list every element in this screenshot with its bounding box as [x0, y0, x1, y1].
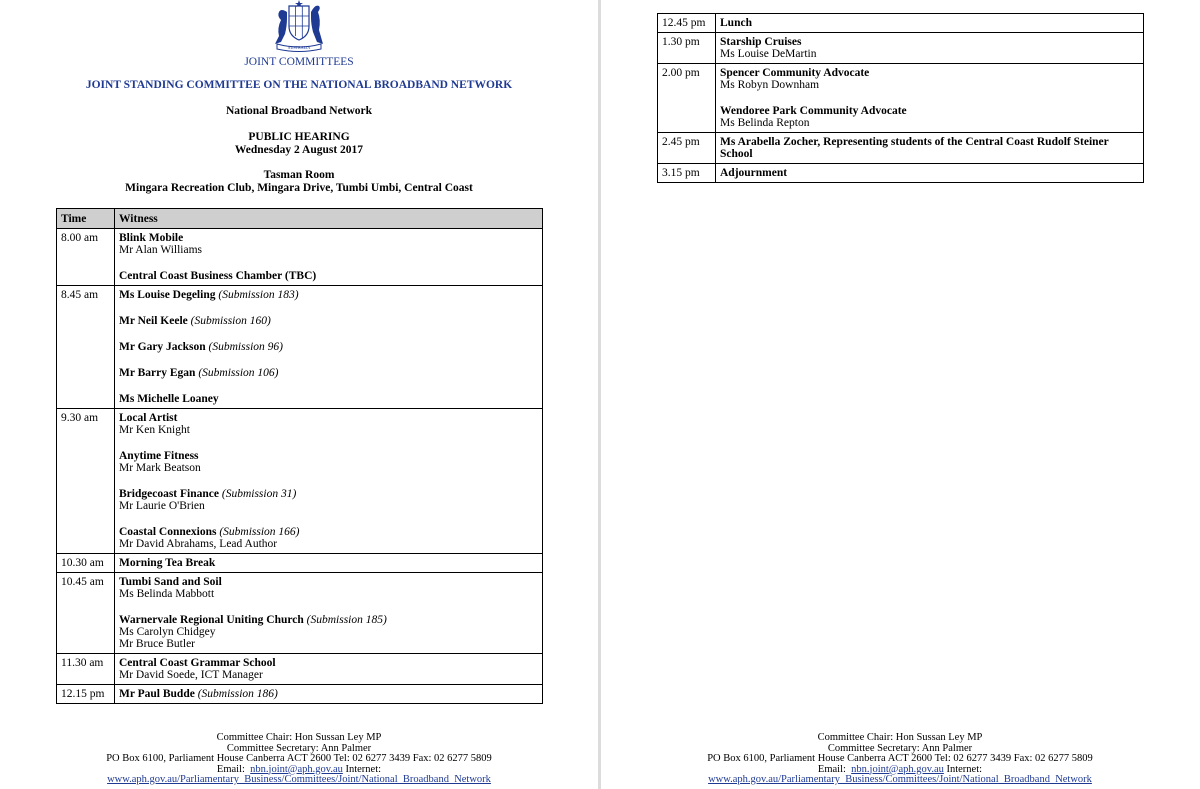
witness-entry — [119, 315, 538, 327]
submission-reference: (Submission 166) — [219, 526, 300, 538]
witness-name: Wendoree Park Community Advocate — [720, 105, 907, 117]
witness-entry — [119, 270, 538, 282]
submission-reference: (Submission 160) — [190, 315, 271, 327]
witness-heading-line — [119, 315, 538, 327]
footer-email-label: Email: — [817, 763, 846, 775]
witness-entry — [119, 289, 538, 301]
witness-heading-line — [119, 688, 538, 700]
footer-email-link[interactable]: nbn.joint@aph.gov.au — [851, 763, 944, 775]
document-page-2 — [601, 0, 1200, 789]
column-header-witness: Witness — [115, 209, 543, 229]
witness-entry — [720, 67, 1139, 91]
witness-name: Starship Cruises — [720, 36, 802, 48]
witness-entry — [119, 657, 538, 681]
witness-name: Tumbi Sand and Soil — [119, 576, 222, 588]
witness-heading-line — [720, 105, 1139, 117]
witness-name: Anytime Fitness — [119, 450, 199, 462]
witness-name: Ms Louise Degeling — [119, 289, 216, 301]
submission-reference: (Submission 106) — [198, 367, 279, 379]
table-row — [57, 685, 543, 704]
witness-heading-line — [119, 488, 538, 500]
footer-secretary: Committee Secretary: Ann Palmer — [226, 742, 372, 754]
witness-heading-line — [720, 17, 1139, 29]
table-row — [57, 409, 543, 554]
schedule-body-right — [658, 14, 1144, 183]
witness-name: Central Coast Business Chamber (TBC) — [119, 270, 317, 282]
footer-chair: Committee Chair: Hon Sussan Ley MP — [817, 732, 983, 743]
hearing-date: Wednesday 2 August 2017 — [234, 144, 364, 156]
witness-heading-line — [119, 341, 538, 353]
witness-name: Mr Neil Keele — [119, 315, 188, 327]
committee-name: JOINT STANDING COMMITTEE ON THE NATIONAL BROADBAND NETWORK — [85, 79, 513, 91]
inquiry-title: National Broadband Network — [225, 105, 373, 117]
submission-reference: (Submission 185) — [306, 614, 387, 626]
witness-entry — [720, 36, 1139, 60]
witness-name: Ms Arabella Zocher, Representing students of the Central Coast Rudolf Steiner School — [720, 136, 1109, 160]
footer-email-link[interactable]: nbn.joint@aph.gov.au — [250, 763, 343, 775]
witness-heading-line — [720, 167, 1139, 179]
table-header-row — [57, 209, 543, 229]
witness-person: Ms Belinda Repton — [720, 117, 810, 129]
witness-entry — [720, 167, 1139, 179]
witness-name: Adjournment — [720, 167, 788, 179]
table-row — [57, 554, 543, 573]
slot-time: 2.00 pm — [658, 64, 716, 133]
witness-heading-line — [119, 367, 538, 379]
footer-left — [0, 733, 598, 786]
coat-of-arms-icon — [267, 0, 331, 52]
slot-time: 12.45 pm — [658, 14, 716, 33]
witness-heading-line — [119, 270, 538, 282]
witness-person: Mr David Abrahams, Lead Author — [119, 538, 278, 550]
schedule-table-right — [657, 13, 1144, 183]
witness-heading-line — [119, 526, 538, 538]
slot-witnesses — [716, 33, 1144, 64]
witness-entry — [119, 526, 538, 550]
witness-name: Central Coast Grammar School — [119, 657, 276, 669]
table-row — [658, 14, 1144, 33]
footer-url-link[interactable]: www.aph.gov.au/Parliamentary_Business/Committees/Joint/National_Broadband_Network — [708, 774, 1092, 785]
slot-witnesses — [115, 229, 543, 286]
witness-heading-line — [119, 657, 538, 669]
witness-entry — [119, 412, 538, 436]
slot-time: 11.30 am — [57, 654, 115, 685]
table-row — [658, 164, 1144, 183]
witness-entry — [720, 136, 1139, 160]
witness-person: Ms Belinda Mabbott — [119, 588, 215, 600]
submission-reference: (Submission 186) — [197, 688, 278, 700]
witness-name: Local Artist — [119, 412, 178, 424]
table-row — [57, 286, 543, 409]
witness-entry — [119, 341, 538, 353]
slot-witnesses — [716, 64, 1144, 133]
witness-heading-line — [119, 614, 538, 626]
slot-time: 1.30 pm — [658, 33, 716, 64]
footer-address: PO Box 6100, Parliament House Canberra ACT 2600 Tel: 02 6277 3439 Fax: 02 6277 5809 — [106, 753, 492, 764]
table-row — [57, 229, 543, 286]
witness-heading-line — [119, 450, 538, 462]
witness-heading-line — [119, 232, 538, 244]
witness-person: Ms Louise DeMartin — [720, 48, 817, 60]
hearing-room: Tasman Room — [263, 169, 335, 181]
witness-name: Mr Paul Budde — [119, 688, 195, 700]
witness-person: Mr Alan Williams — [119, 244, 203, 256]
slot-witnesses — [115, 286, 543, 409]
slot-time: 10.45 am — [57, 573, 115, 654]
witness-person: Mr Ken Knight — [119, 424, 190, 436]
table-row — [658, 33, 1144, 64]
slot-time: 9.30 am — [57, 409, 115, 554]
witness-heading-line — [119, 412, 538, 424]
slot-witnesses — [716, 164, 1144, 183]
witness-name: Mr Gary Jackson — [119, 341, 206, 353]
witness-entry — [119, 488, 538, 512]
witness-name: Spencer Community Advocate — [720, 67, 870, 79]
witness-entry — [119, 450, 538, 474]
table-row — [658, 64, 1144, 133]
witness-name: Coastal Connexions — [119, 526, 217, 538]
witness-person: Ms Carolyn Chidgey — [119, 626, 216, 638]
table-row — [658, 133, 1144, 164]
witness-heading-line — [720, 67, 1139, 79]
slot-time: 10.30 am — [57, 554, 115, 573]
witness-person: Mr David Soede, ICT Manager — [119, 669, 263, 681]
table-row — [57, 654, 543, 685]
witness-name: Bridgecoast Finance — [119, 488, 219, 500]
slot-time: 8.00 am — [57, 229, 115, 286]
witness-heading-line — [720, 36, 1139, 48]
witness-entry — [119, 232, 538, 256]
witness-entry — [119, 557, 538, 569]
witness-heading-line — [720, 136, 1139, 160]
witness-entry — [720, 105, 1139, 129]
footer-internet-label: Internet: — [345, 763, 382, 775]
witness-name: Morning Tea Break — [119, 557, 216, 569]
witness-heading-line — [119, 393, 538, 405]
joint-committees-label: JOINT COMMITTEES — [244, 56, 354, 68]
footer-address: PO Box 6100, Parliament House Canberra ACT 2600 Tel: 02 6277 3439 Fax: 02 6277 5809 — [707, 753, 1093, 764]
document-page-1 — [0, 0, 598, 789]
hearing-venue: Mingara Recreation Club, Mingara Drive, Tumbi Umbi, Central Coast — [125, 182, 473, 194]
witness-name: Warnervale Regional Uniting Church — [119, 614, 304, 626]
witness-entry — [119, 393, 538, 405]
footer-secretary: Committee Secretary: Ann Palmer — [827, 742, 973, 754]
witness-person: Mr Mark Beatson — [119, 462, 201, 474]
footer-right — [601, 733, 1199, 786]
submission-reference: (Submission 96) — [208, 341, 283, 353]
column-header-time: Time — [57, 209, 115, 229]
footer-internet-label: Internet: — [946, 763, 983, 775]
slot-time: 12.15 pm — [57, 685, 115, 704]
witness-heading-line — [119, 289, 538, 301]
witness-heading-line — [119, 557, 538, 569]
footer-url-link[interactable]: www.aph.gov.au/Parliamentary_Business/Committees/Joint/National_Broadband_Network — [107, 774, 491, 785]
slot-time: 3.15 pm — [658, 164, 716, 183]
witness-entry — [119, 614, 538, 650]
slot-witnesses — [716, 133, 1144, 164]
slot-witnesses — [115, 409, 543, 554]
witness-person: Mr Laurie O'Brien — [119, 500, 205, 512]
witness-entry — [119, 688, 538, 700]
schedule-table-left — [56, 208, 543, 704]
slot-witnesses — [716, 14, 1144, 33]
slot-time: 2.45 pm — [658, 133, 716, 164]
witness-name: Ms Michelle Loaney — [119, 393, 219, 405]
witness-entry — [119, 367, 538, 379]
slot-witnesses — [115, 685, 543, 704]
submission-reference: (Submission 183) — [218, 289, 299, 301]
submission-reference: (Submission 31) — [221, 488, 297, 500]
slot-witnesses — [115, 554, 543, 573]
hearing-type: PUBLIC HEARING — [248, 131, 350, 143]
witness-name: Blink Mobile — [119, 232, 184, 244]
svg-text:AUSTRALIA: AUSTRALIA — [287, 44, 311, 50]
slot-witnesses — [115, 654, 543, 685]
witness-entry — [119, 576, 538, 600]
witness-name: Mr Barry Egan — [119, 367, 196, 379]
footer-email-label: Email: — [216, 763, 245, 775]
witness-person: Ms Robyn Downham — [720, 79, 820, 91]
witness-name: Lunch — [720, 17, 752, 29]
witness-entry — [720, 17, 1139, 29]
slot-witnesses — [115, 573, 543, 654]
footer-chair: Committee Chair: Hon Sussan Ley MP — [216, 732, 382, 743]
schedule-body-left — [57, 229, 543, 704]
slot-time: 8.45 am — [57, 286, 115, 409]
witness-heading-line — [119, 576, 538, 588]
witness-person: Mr Bruce Butler — [119, 638, 196, 650]
table-row — [57, 573, 543, 654]
